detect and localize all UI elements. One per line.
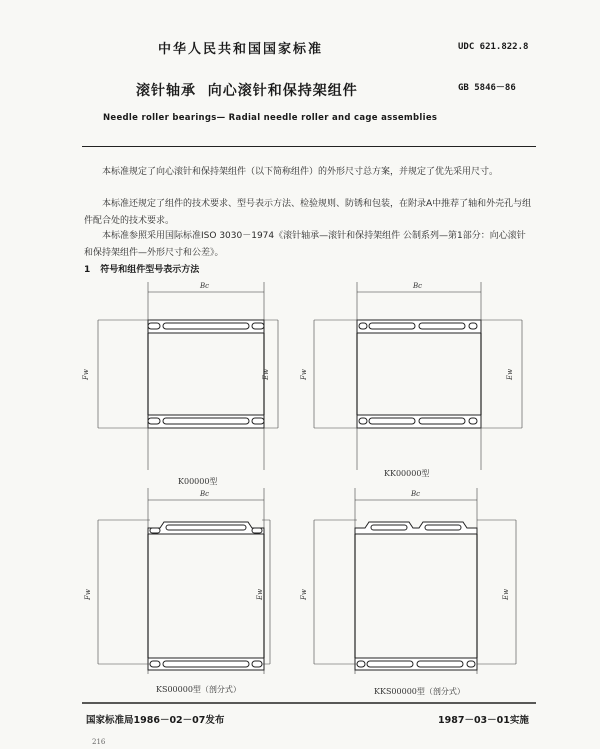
svg-text:Ew: Ew (506, 368, 514, 380)
svg-text:Bc: Bc (200, 490, 210, 498)
figure-k-caption: K00000型 (178, 477, 218, 486)
paragraph-requirements: 本标准还规定了组件的技术要求、型号表示方法、检验规则、防锈和包装，在附录A中推荐了轴和外壳孔与组件配合处的技术要求。 (84, 199, 532, 226)
figure-kk-dimlines (300, 320, 522, 428)
udc-number: UDC 621.822.8 (458, 42, 529, 52)
gb-number: GB 5846－86 (458, 83, 516, 93)
issued-date: 国家标准局1986－02－07发布 (86, 715, 225, 726)
figure-kk-drawing (357, 282, 481, 470)
paragraph-reference: 本标准参照采用国际标准ISO 3030－1974《滚针轴承—滚针和保持架组件 公制系列—第1部分：向心滚针和保持架组件—外形尺寸和公差》。 (84, 231, 526, 258)
svg-text:Bc: Bc (411, 490, 421, 498)
fig1-dim-top: Bc (200, 282, 210, 290)
english-title: Needle roller bearings— Radial needle roller and cage assemblies (103, 113, 438, 123)
figure-kks-drawing (355, 488, 477, 674)
document-title: 滚针轴承 向心滚针和保持架组件 (136, 83, 358, 99)
figure-ks-caption: KS00000型（剖分式） (156, 685, 241, 694)
svg-text:Fw: Fw (84, 589, 92, 600)
svg-text:Fw: Fw (300, 589, 308, 600)
figure-ks-drawing (148, 488, 264, 674)
section-title: 符号和组件型号表示方法 (100, 265, 200, 275)
standard-header: 中华人民共和国国家标准 (158, 42, 324, 57)
svg-text:Ew: Ew (262, 368, 270, 380)
paragraph-scope: 本标准规定了向心滚针和保持架组件（以下简称组件）的外形尺寸总方案，并规定了优先采用尺寸。 (102, 167, 499, 177)
svg-text:Fw: Fw (82, 369, 90, 380)
figure-k-dimlines (82, 320, 278, 428)
svg-text:Ew: Ew (502, 588, 510, 600)
figure-k-drawing (148, 282, 264, 470)
page-number: 216 (92, 738, 106, 746)
effective-date: 1987－03－01实施 (438, 715, 529, 726)
svg-text:Bc: Bc (413, 282, 423, 290)
svg-text:Fw: Fw (300, 369, 308, 380)
figure-ks-dimlines (84, 520, 270, 664)
figure-kks-caption: KKS00000型（剖分式） (374, 687, 465, 696)
figure-kk-caption: KK00000型 (384, 469, 430, 478)
svg-text:Ew: Ew (256, 588, 264, 600)
figure-kks-dimlines (300, 520, 516, 664)
section-number: 1 (84, 265, 91, 275)
